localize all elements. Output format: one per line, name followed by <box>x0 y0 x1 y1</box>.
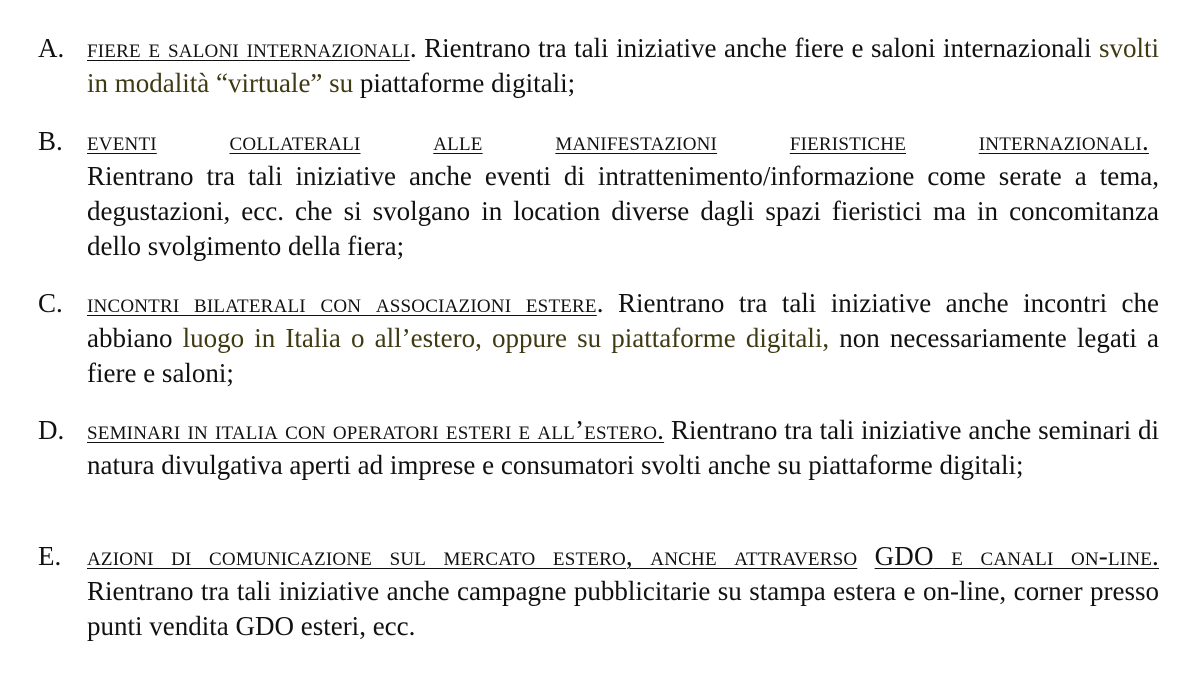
item-text-highlight: svolti in modalità “virtuale” su <box>87 33 1159 98</box>
item-text-highlight: luogo in Italia o all’estero, oppure su piattaforme digitali, <box>172 323 830 353</box>
heading-word: eventi <box>87 126 157 156</box>
item-text-tail: piattaforme digitali; <box>353 68 576 98</box>
item-letter: B. <box>38 126 63 156</box>
item-text: Rientrano tra tali iniziative anche campagne pubblicitarie su stampa estera e on-line, corner presso punti vendita GDO esteri, ecc. <box>87 576 1159 641</box>
item-heading: fiere e saloni internazionali <box>87 33 410 63</box>
heading-word: internazionali. <box>978 126 1149 156</box>
item-text: Rientrano tra tali iniziative anche fiere e saloni internazionali <box>416 33 1092 63</box>
item-text: Rientrano tra tali iniziative anche seminari di natura divulgativa aperti ad imprese e consumatori svolti anche su piattaforme digitali; <box>87 415 1159 480</box>
item-heading <box>87 124 1149 159</box>
item-paragraph <box>87 31 1159 101</box>
heading-word: alle <box>433 126 483 156</box>
heading-word: manifestazioni <box>555 126 718 156</box>
item-letter: D. <box>38 415 65 445</box>
item-heading: incontri bilaterali con associazioni estere <box>87 288 597 318</box>
item-heading: azioni di comunicazione sul mercato estero, anche attraverso <box>87 541 858 571</box>
heading-word: collaterali <box>229 126 361 156</box>
heading-word: fieristiche <box>789 126 907 156</box>
item-text-tail: non necessariamente legati a fiere e saloni; <box>87 323 1159 388</box>
item-heading: seminari in italia con operatori esteri e all’estero. <box>87 415 665 445</box>
item-letter: C. <box>38 288 63 318</box>
item-text: Rientrano tra tali iniziative anche eventi di intrattenimento/informazione come serate a tema, degustazioni, ecc. che si svolgano in location diverse dagli spazi fieristici ma in concomitanza dello svolgimento della fiera; <box>87 161 1159 261</box>
heading-period: . <box>409 33 417 63</box>
item-letter: A. <box>38 33 65 63</box>
item-paragraph <box>87 413 1159 483</box>
heading-gdo: GDO <box>874 541 934 571</box>
item-letter: E. <box>38 541 62 571</box>
item-paragraph <box>87 539 1159 644</box>
item-paragraph <box>87 286 1159 391</box>
item-paragraph <box>87 124 1159 264</box>
heading-period: . <box>596 288 604 318</box>
item-text: Rientrano tra tali iniziative anche incontri che abbiano <box>87 288 1159 353</box>
item-heading-tail: e canali on-line. <box>933 541 1160 571</box>
